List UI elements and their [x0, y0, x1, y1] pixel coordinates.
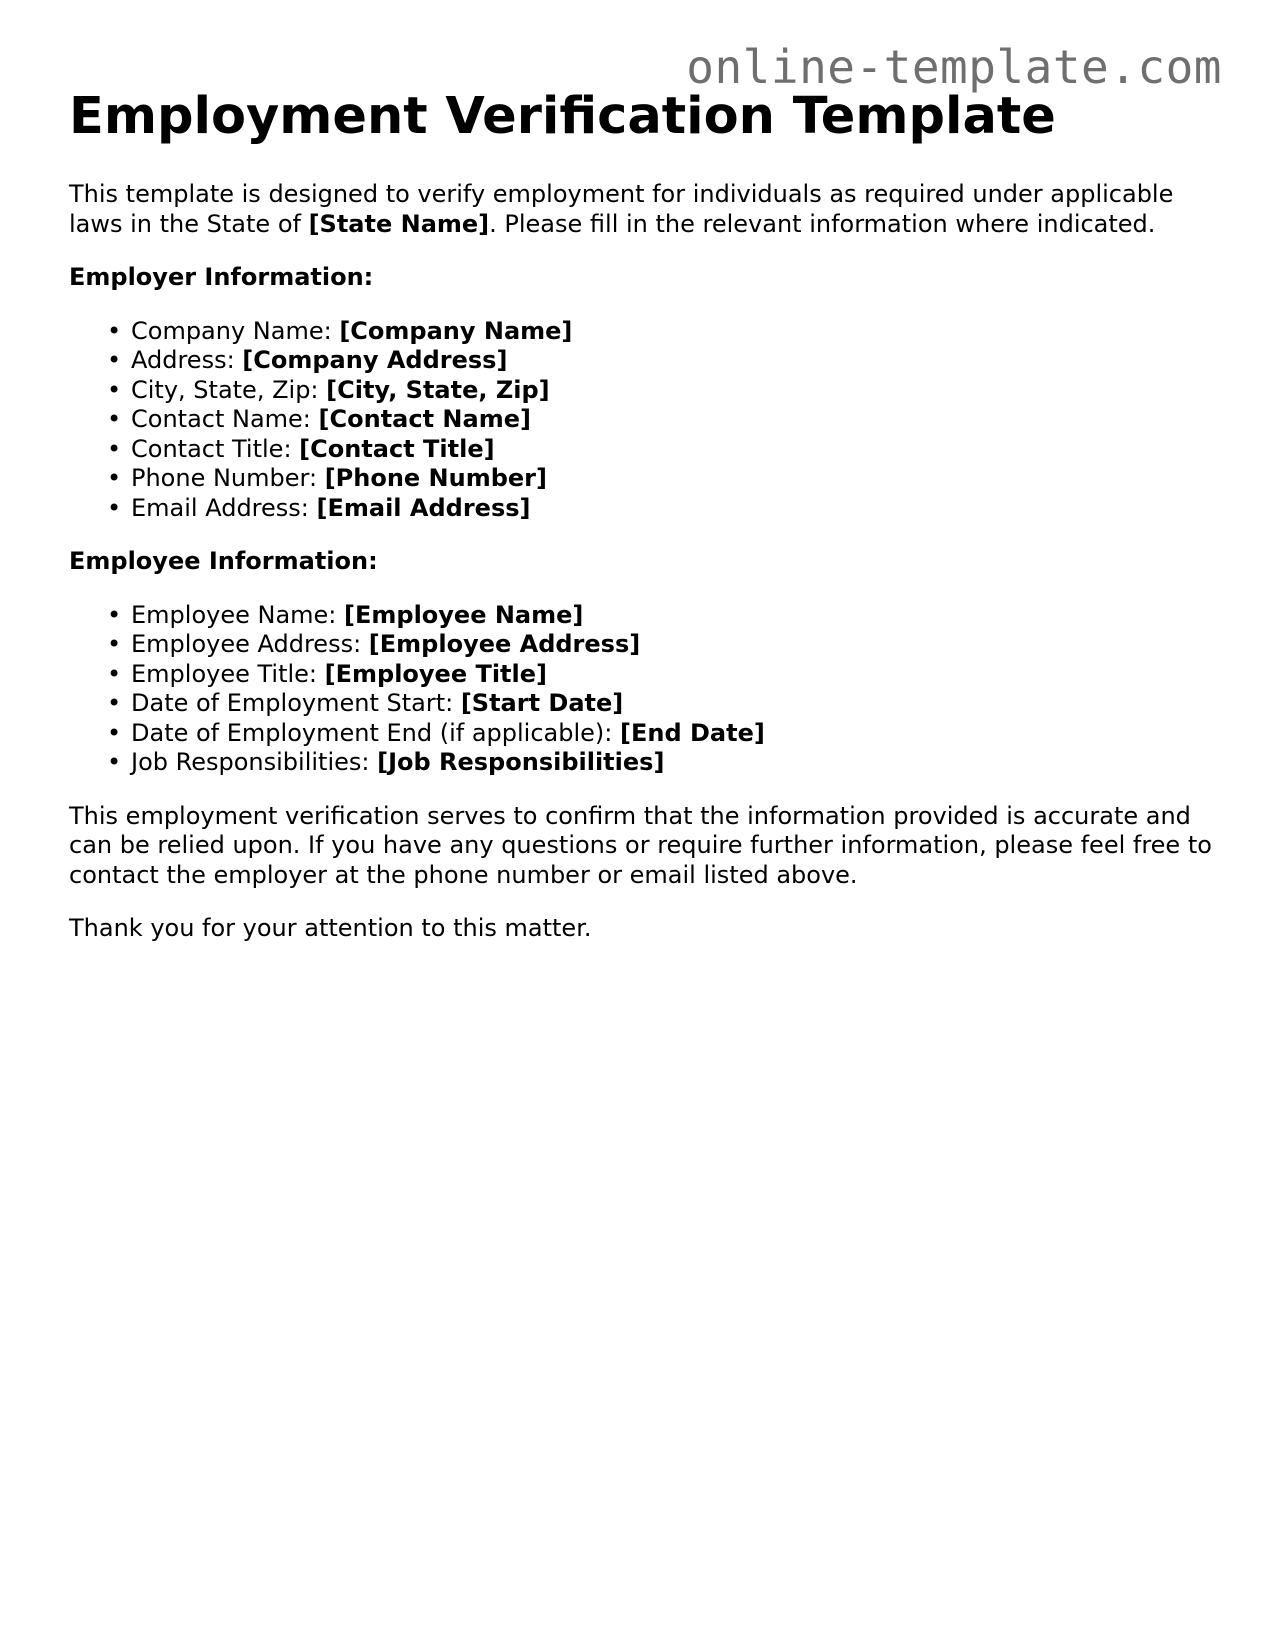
bullet-icon: • [107, 434, 122, 463]
item-placeholder: [Company Address] [242, 346, 508, 374]
item-label: Employee Title: [131, 659, 325, 688]
bullet-icon: • [107, 659, 122, 688]
list-item [107, 659, 1219, 690]
item-label: Address: [131, 346, 243, 374]
item-placeholder: [Company Name] [339, 316, 573, 345]
item-placeholder: [Employee Title] [324, 659, 548, 688]
item-label: Job Responsibilities: [131, 748, 378, 776]
item-placeholder: [Start Date] [460, 689, 624, 717]
list-item [107, 600, 1219, 631]
item-label: Date of Employment End (if applicable): [131, 718, 620, 747]
item-label: Contact Title: [131, 434, 300, 463]
bullet-icon: • [107, 316, 122, 345]
item-placeholder: [Contact Name] [318, 405, 531, 433]
bullet-icon: • [107, 718, 122, 747]
item-label: Contact Name: [131, 405, 319, 433]
employee-section-heading: Employee Information: [69, 547, 378, 575]
item-placeholder: [Job Responsibilities] [377, 748, 665, 776]
item-label: Employee Address: [131, 630, 369, 658]
item-label: Email Address: [131, 493, 317, 522]
intro-text-1: This template is designed to verify employment for individuals as required under applicable laws in the State of [69, 180, 1174, 238]
employer-info-list [69, 317, 1219, 524]
list-item [107, 405, 1219, 435]
closing-paragraph: This employment verification serves to confirm that the information provided is accurate and can be relied upon. If you have any questions or require further information, please feel free to contact the employer at the phone number or email listed above. [69, 801, 1212, 889]
bullet-icon: • [107, 493, 122, 522]
bullet-icon: • [107, 630, 122, 658]
thanks-paragraph: Thank you for your attention to this matter. [69, 914, 592, 942]
item-label: Phone Number: [131, 464, 325, 492]
list-item [107, 493, 1219, 524]
bullet-icon: • [107, 464, 122, 492]
employer-section-heading: Employer Information: [69, 263, 374, 291]
list-item [107, 346, 1219, 376]
list-item [107, 689, 1219, 719]
item-placeholder: [Employee Address] [368, 630, 641, 658]
state-name-placeholder: [State Name] [308, 209, 490, 238]
intro-paragraph [69, 180, 1219, 239]
item-placeholder: [Contact Title] [299, 434, 495, 463]
bullet-icon: • [107, 375, 122, 404]
item-label: Employee Name: [131, 600, 345, 629]
item-placeholder: [Email Address] [316, 493, 531, 522]
bullet-icon: • [107, 405, 122, 433]
item-placeholder: [Employee Name] [344, 600, 584, 629]
document-title: Employment Verification Template [69, 87, 1056, 146]
intro-text-2: . Please fill in the relevant information where indicated. [489, 209, 1156, 238]
bullet-icon: • [107, 689, 122, 717]
item-label: City, State, Zip: [131, 375, 327, 404]
list-item [107, 718, 1219, 749]
document-body [69, 180, 1219, 968]
list-item [107, 375, 1219, 406]
list-item [107, 316, 1219, 347]
employee-info-list [69, 601, 1219, 778]
bullet-icon: • [107, 748, 122, 776]
watermark-text: online-template.com [686, 40, 1222, 94]
list-item [107, 630, 1219, 660]
item-label: Date of Employment Start: [131, 689, 461, 717]
item-placeholder: [Phone Number] [324, 464, 547, 492]
list-item [107, 434, 1219, 465]
item-placeholder: [City, State, Zip] [326, 375, 550, 404]
list-item [107, 464, 1219, 494]
item-placeholder: [End Date] [620, 718, 765, 747]
list-item [107, 748, 1219, 778]
bullet-icon: • [107, 600, 122, 629]
item-label: Company Name: [131, 316, 340, 345]
bullet-icon: • [107, 346, 122, 374]
